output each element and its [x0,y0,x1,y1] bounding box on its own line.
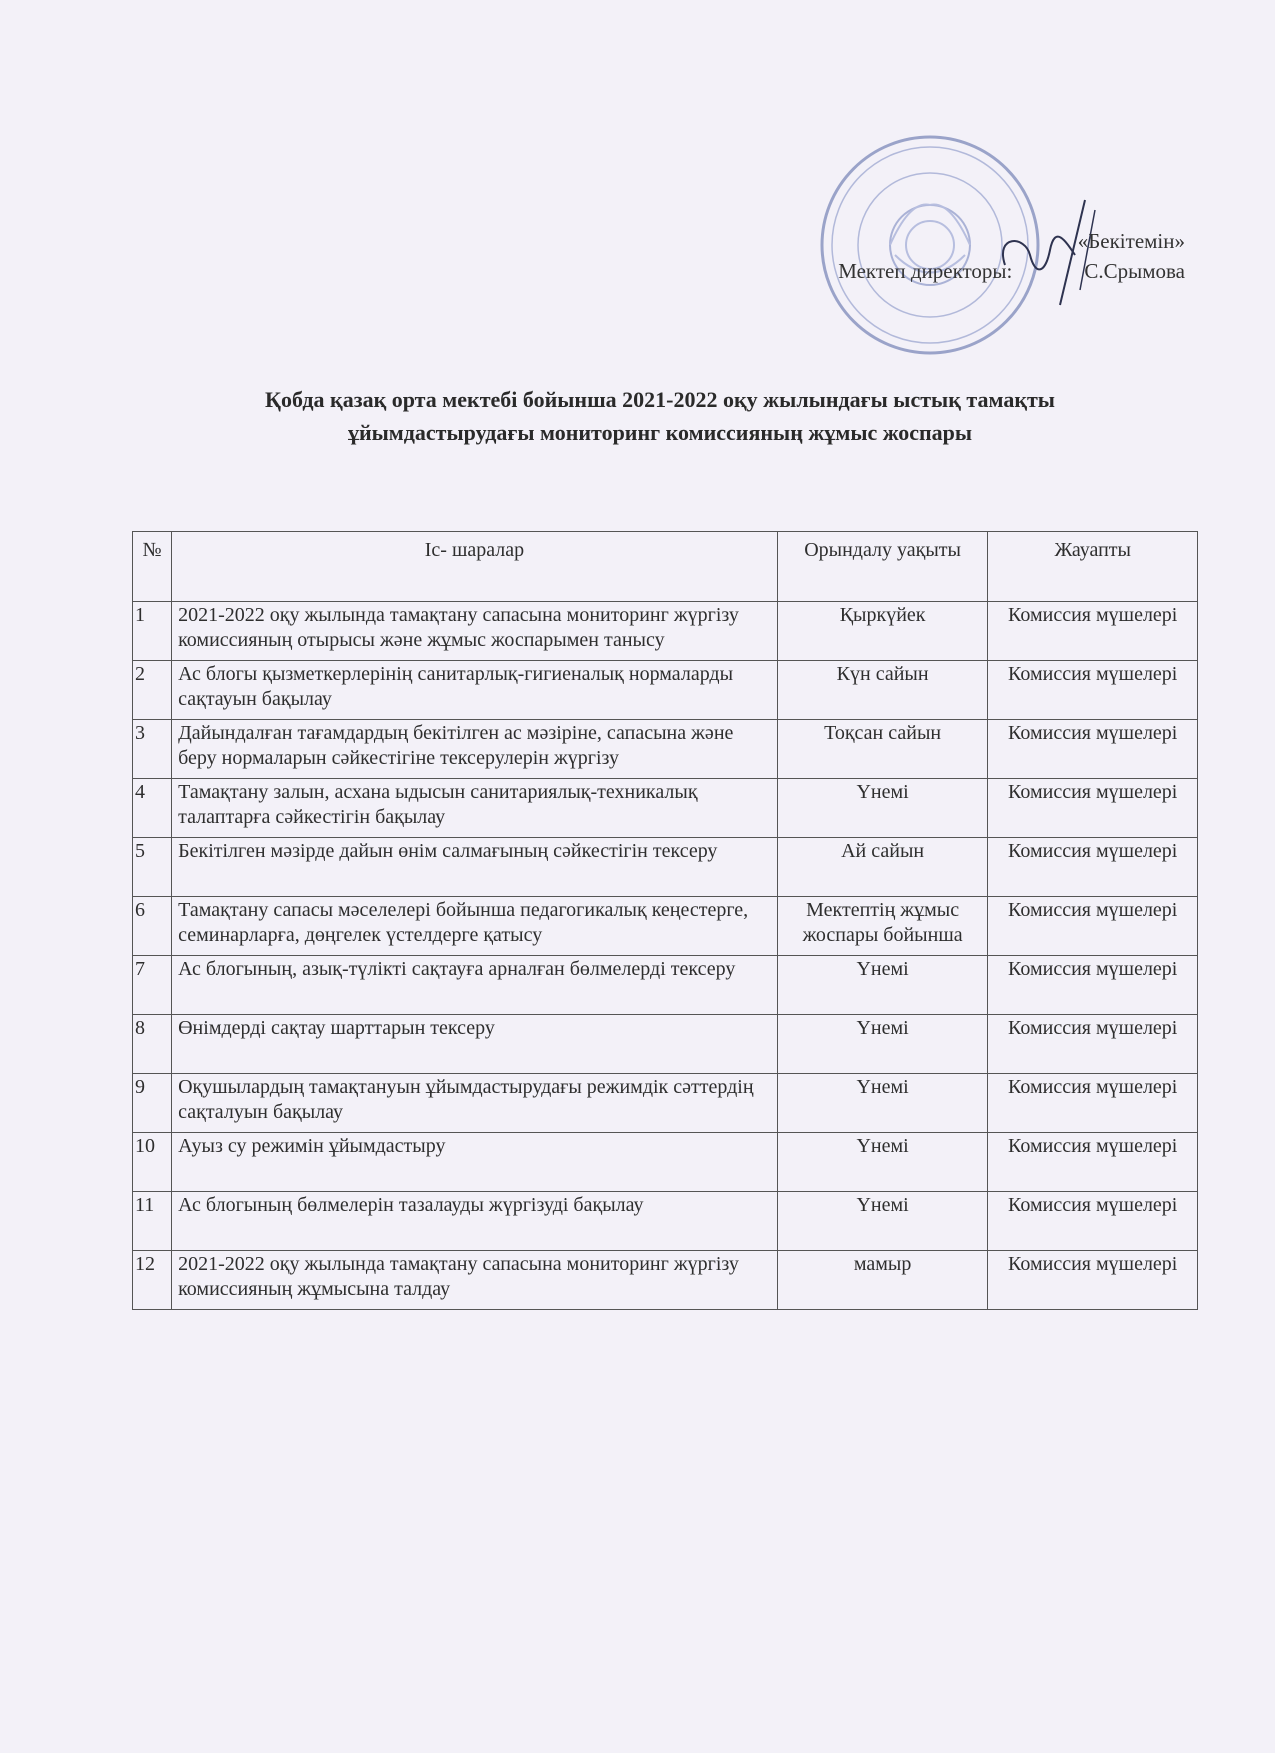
table-row [133,602,1198,661]
row-responsible: Комиссия мүшелері [988,1015,1198,1074]
row-number: 5 [133,838,172,897]
row-number: 4 [133,779,172,838]
row-activity: Ас блогының, азық-түлікті сақтауға арналған бөлмелерді тексеру [172,956,778,1015]
table-row [133,1192,1198,1251]
row-activity: Ауыз су режимін ұйымдастыру [172,1133,778,1192]
header-deadline: Орындалу уақыты [777,532,988,602]
header-responsible: Жауапты [988,532,1198,602]
row-responsible: Комиссия мүшелері [988,1251,1198,1310]
table-row [133,720,1198,779]
row-responsible: Комиссия мүшелері [988,602,1198,661]
table-row [133,1015,1198,1074]
row-responsible: Комиссия мүшелері [988,956,1198,1015]
row-deadline: Үнемі [777,779,988,838]
director-label: Мектеп директоры: [838,259,1013,283]
table-row [133,1074,1198,1133]
row-deadline: Үнемі [777,1192,988,1251]
row-number: 3 [133,720,172,779]
row-responsible: Комиссия мүшелері [988,1074,1198,1133]
row-responsible: Комиссия мүшелері [988,838,1198,897]
director-line [838,256,1185,286]
row-activity: Дайындалған тағамдардың бекітілген ас мәзіріне, сапасына және беру нормаларын сәйкестігіне тексерулерін жүргізу [172,720,778,779]
title-line-2: ұйымдастырудағы мониторинг комиссияның жұмыс жоспары [347,420,973,445]
row-number: 11 [133,1192,172,1251]
row-deadline: мамыр [777,1251,988,1310]
header-number: № [133,532,172,602]
row-deadline: Қыркүйек [777,602,988,661]
table-row [133,1251,1198,1310]
row-responsible: Комиссия мүшелері [988,1192,1198,1251]
row-activity: 2021-2022 оқу жылында тамақтану сапасына мониторинг жүргізу комиссияның жұмысына талдау [172,1251,778,1310]
row-activity: Ас блогының бөлмелерін тазалауды жүргізуді бақылау [172,1192,778,1251]
row-number: 2 [133,661,172,720]
row-number: 9 [133,1074,172,1133]
row-deadline: Үнемі [777,1074,988,1133]
row-responsible: Комиссия мүшелері [988,897,1198,956]
document-title [180,383,1140,449]
row-activity: Тамақтану залын, асхана ыдысын санитариялық-техникалық талаптарға сәйкестігін бақылау [172,779,778,838]
table-row [133,956,1198,1015]
row-number: 7 [133,956,172,1015]
row-number: 1 [133,602,172,661]
row-responsible: Комиссия мүшелері [988,720,1198,779]
table-row [133,779,1198,838]
table-header-row [133,532,1198,602]
table-row [133,1133,1198,1192]
row-number: 10 [133,1133,172,1192]
row-activity: 2021-2022 оқу жылында тамақтану сапасына мониторинг жүргізу комиссияның отырысы және жұмыс жоспарымен танысу [172,602,778,661]
row-deadline: Күн сайын [777,661,988,720]
row-responsible: Комиссия мүшелері [988,779,1198,838]
table-row [133,897,1198,956]
row-deadline: Үнемі [777,1133,988,1192]
row-deadline: Ай сайын [777,838,988,897]
row-deadline: Үнемі [777,956,988,1015]
row-number: 12 [133,1251,172,1310]
row-deadline: Тоқсан сайын [777,720,988,779]
approval-heading: «Бекітемін» [1077,229,1185,253]
director-name: С.Срымова [1084,259,1185,283]
row-activity: Тамақтану сапасы мәселелері бойынша педагогикалық кеңестерге, семинарларға, дөңгелек үстелдерге қатысу [172,897,778,956]
table-row [133,661,1198,720]
row-responsible: Комиссия мүшелері [988,661,1198,720]
row-activity: Ас блогы қызметкерлерінің санитарлық-гигиеналық нормаларды сақтауын бақылау [172,661,778,720]
row-number: 8 [133,1015,172,1074]
row-responsible: Комиссия мүшелері [988,1133,1198,1192]
row-activity: Оқушылардың тамақтануын ұйымдастырудағы режимдік сәттердің сақталуын бақылау [172,1074,778,1133]
row-number: 6 [133,897,172,956]
row-activity: Өнімдерді сақтау шарттарын тексеру [172,1015,778,1074]
row-deadline: Мектептің жұмыс жоспары бойынша [777,897,988,956]
row-deadline: Үнемі [777,1015,988,1074]
work-plan-table [132,531,1198,1310]
row-activity: Бекітілген мәзірде дайын өнім салмағының сәйкестігін тексеру [172,838,778,897]
header-activities: Іс- шаралар [172,532,778,602]
table-row [133,838,1198,897]
title-line-1: Қобда қазақ орта мектебі бойынша 2021-2022 оқу жылындағы ыстық тамақты [265,387,1055,412]
approval-block [838,226,1185,286]
